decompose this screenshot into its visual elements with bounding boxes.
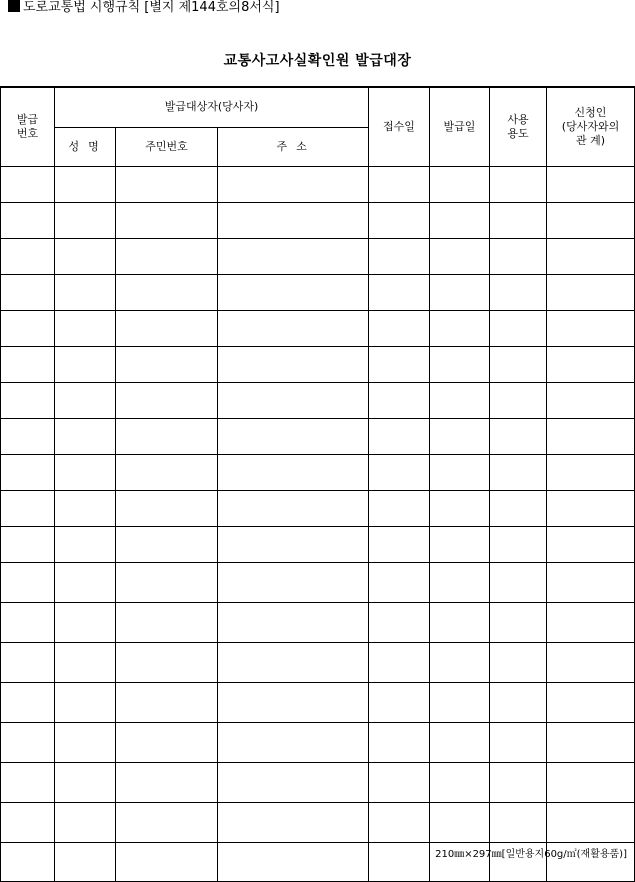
ledger-cell[interactable]	[547, 802, 635, 842]
ledger-cell[interactable]	[1, 346, 55, 382]
ledger-cell[interactable]	[369, 382, 430, 418]
ledger-cell[interactable]	[430, 454, 490, 490]
ledger-cell[interactable]	[55, 490, 116, 526]
document-title: 교통사고사실확인원 발급대장	[223, 53, 412, 69]
ledger-cell[interactable]	[116, 722, 218, 762]
ledger-cell[interactable]	[1, 602, 55, 642]
ledger-cell[interactable]	[547, 602, 635, 642]
ledger-cell[interactable]	[55, 310, 116, 346]
ledger-cell[interactable]	[1, 842, 55, 881]
ledger-body	[1, 166, 635, 881]
header-issue-number: 발급 번호	[1, 87, 55, 166]
ledger-cell[interactable]	[55, 722, 116, 762]
ledger-row	[1, 202, 635, 238]
ledger-cell[interactable]	[116, 346, 218, 382]
ledger-cell[interactable]	[1, 490, 55, 526]
ledger-cell[interactable]	[369, 642, 430, 682]
ledger-row	[1, 722, 635, 762]
ledger-cell[interactable]	[369, 346, 430, 382]
ledger-row	[1, 642, 635, 682]
ledger-cell[interactable]	[369, 526, 430, 562]
ledger-cell[interactable]	[490, 418, 547, 454]
form-reference	[8, 0, 280, 19]
ledger-cell[interactable]	[116, 382, 218, 418]
ledger-cell[interactable]	[369, 490, 430, 526]
ledger-cell[interactable]	[490, 602, 547, 642]
ledger-cell[interactable]	[218, 346, 369, 382]
header-applicant-relation: 신청인 (당사자와의 관 계)	[547, 87, 635, 166]
ledger-cell[interactable]	[218, 642, 369, 682]
ledger-cell[interactable]	[116, 802, 218, 842]
ledger-cell[interactable]	[1, 382, 55, 418]
ledger-cell[interactable]	[369, 802, 430, 842]
ledger-cell[interactable]	[547, 202, 635, 238]
ledger-cell[interactable]	[369, 682, 430, 722]
ledger-cell[interactable]	[218, 418, 369, 454]
ledger-cell[interactable]	[218, 382, 369, 418]
ledger-cell[interactable]	[369, 762, 430, 802]
ledger-cell[interactable]	[369, 602, 430, 642]
ledger-row	[1, 526, 635, 562]
ledger-cell[interactable]	[116, 562, 218, 602]
ledger-row	[1, 418, 635, 454]
ledger-cell[interactable]	[547, 562, 635, 602]
ledger-cell[interactable]	[218, 602, 369, 642]
ledger-cell[interactable]	[430, 802, 490, 842]
header-issued-date: 발급일	[430, 87, 490, 166]
ledger-cell[interactable]	[218, 562, 369, 602]
ledger-cell[interactable]	[55, 418, 116, 454]
ledger-cell[interactable]	[369, 562, 430, 602]
ledger-cell[interactable]	[1, 762, 55, 802]
ledger-row	[1, 238, 635, 274]
ledger-cell[interactable]	[1, 274, 55, 310]
ledger-cell[interactable]	[430, 642, 490, 682]
ledger-cell[interactable]	[547, 454, 635, 490]
ledger-cell[interactable]	[430, 602, 490, 642]
ledger-cell[interactable]	[55, 274, 116, 310]
ledger-cell[interactable]	[490, 562, 547, 602]
ledger-cell[interactable]	[430, 202, 490, 238]
ledger-cell[interactable]	[369, 722, 430, 762]
ledger-cell[interactable]	[490, 642, 547, 682]
ledger-cell[interactable]	[55, 346, 116, 382]
ledger-cell[interactable]	[116, 526, 218, 562]
ledger-cell[interactable]	[1, 310, 55, 346]
ledger-cell[interactable]	[218, 842, 369, 881]
ledger-cell[interactable]	[218, 526, 369, 562]
ledger-row	[1, 682, 635, 722]
ledger-cell[interactable]	[547, 310, 635, 346]
ledger-cell[interactable]	[55, 526, 116, 562]
header-name: 성 명	[55, 127, 116, 166]
ledger-cell[interactable]	[369, 202, 430, 238]
ledger-cell[interactable]	[116, 842, 218, 881]
ledger-cell[interactable]	[116, 418, 218, 454]
ledger-cell[interactable]	[430, 722, 490, 762]
ledger-cell[interactable]	[369, 274, 430, 310]
ledger-cell[interactable]	[218, 238, 369, 274]
ledger-cell[interactable]	[1, 642, 55, 682]
ledger-cell[interactable]	[369, 310, 430, 346]
ledger-cell[interactable]	[1, 454, 55, 490]
ledger-cell[interactable]	[116, 490, 218, 526]
paper-spec-footer: 210㎜×297㎜[일반용지60g/㎡(재활용품)]	[435, 849, 627, 860]
ledger-cell[interactable]	[490, 526, 547, 562]
ledger-cell[interactable]	[430, 238, 490, 274]
ledger-cell[interactable]	[547, 238, 635, 274]
ledger-cell[interactable]	[1, 526, 55, 562]
ledger-cell[interactable]	[55, 842, 116, 881]
ledger-cell[interactable]	[430, 274, 490, 310]
ledger-row	[1, 802, 635, 842]
ledger-cell[interactable]	[55, 454, 116, 490]
ledger-cell[interactable]	[490, 454, 547, 490]
ledger-cell[interactable]	[218, 274, 369, 310]
ledger-cell[interactable]	[1, 166, 55, 202]
ledger-cell[interactable]	[116, 602, 218, 642]
ledger-cell[interactable]	[547, 382, 635, 418]
ledger-cell[interactable]	[116, 454, 218, 490]
ledger-cell[interactable]	[430, 682, 490, 722]
ledger-cell[interactable]	[547, 722, 635, 762]
ledger-cell[interactable]	[55, 562, 116, 602]
ledger-cell[interactable]	[490, 166, 547, 202]
ledger-cell[interactable]	[430, 166, 490, 202]
ledger-cell[interactable]	[1, 562, 55, 602]
ledger-cell[interactable]	[1, 802, 55, 842]
form-reference-text: 도로교통법 시행규칙 [별지 제144호의8서식]	[23, 0, 280, 15]
ledger-cell[interactable]	[1, 682, 55, 722]
ledger-cell[interactable]	[116, 762, 218, 802]
header-resident-number: 주민번호	[116, 127, 218, 166]
ledger-cell[interactable]	[55, 602, 116, 642]
ledger-cell[interactable]	[218, 802, 369, 842]
ledger-cell[interactable]	[218, 762, 369, 802]
ledger-cell[interactable]	[547, 526, 635, 562]
ledger-cell[interactable]	[218, 166, 369, 202]
ledger-cell[interactable]	[55, 642, 116, 682]
ledger-cell[interactable]	[218, 722, 369, 762]
ledger-cell[interactable]	[116, 238, 218, 274]
ledger-cell[interactable]	[490, 346, 547, 382]
ledger-cell[interactable]	[1, 722, 55, 762]
ledger-cell[interactable]	[490, 202, 547, 238]
ledger-cell[interactable]	[1, 418, 55, 454]
square-bullet-icon	[8, 0, 20, 12]
issuance-ledger-table	[0, 86, 635, 882]
ledger-cell[interactable]	[547, 682, 635, 722]
ledger-cell[interactable]	[430, 526, 490, 562]
ledger-cell[interactable]	[547, 274, 635, 310]
ledger-row	[1, 274, 635, 310]
ledger-cell[interactable]	[1, 202, 55, 238]
ledger-cell[interactable]	[116, 310, 218, 346]
ledger-cell[interactable]	[369, 418, 430, 454]
ledger-row	[1, 562, 635, 602]
ledger-cell[interactable]	[490, 722, 547, 762]
ledger-cell[interactable]	[55, 682, 116, 722]
ledger-cell[interactable]	[218, 454, 369, 490]
ledger-cell[interactable]	[490, 274, 547, 310]
ledger-cell[interactable]	[55, 382, 116, 418]
header-recipient-group: 발급대상자(당사자)	[55, 87, 369, 127]
ledger-cell[interactable]	[116, 642, 218, 682]
ledger-cell[interactable]	[430, 762, 490, 802]
ledger-row	[1, 490, 635, 526]
ledger-row	[1, 454, 635, 490]
header-address: 주 소	[218, 127, 369, 166]
ledger-cell[interactable]	[116, 166, 218, 202]
ledger-cell[interactable]	[430, 382, 490, 418]
ledger-cell[interactable]	[547, 642, 635, 682]
ledger-cell[interactable]	[430, 562, 490, 602]
ledger-cell[interactable]	[369, 842, 430, 881]
ledger-cell[interactable]	[430, 346, 490, 382]
ledger-cell[interactable]	[490, 382, 547, 418]
ledger-cell[interactable]	[547, 762, 635, 802]
ledger-cell[interactable]	[490, 238, 547, 274]
ledger-cell[interactable]	[547, 418, 635, 454]
ledger-row	[1, 382, 635, 418]
ledger-cell[interactable]	[1, 238, 55, 274]
ledger-row	[1, 602, 635, 642]
ledger-cell[interactable]	[218, 490, 369, 526]
ledger-cell[interactable]	[490, 802, 547, 842]
ledger-cell[interactable]	[55, 802, 116, 842]
ledger-cell[interactable]	[55, 762, 116, 802]
header-purpose: 사용 용도	[490, 87, 547, 166]
ledger-cell[interactable]	[55, 202, 116, 238]
ledger-row	[1, 310, 635, 346]
ledger-cell[interactable]	[55, 166, 116, 202]
ledger-cell[interactable]	[218, 682, 369, 722]
ledger-cell[interactable]	[547, 490, 635, 526]
ledger-cell[interactable]	[116, 682, 218, 722]
ledger-cell[interactable]	[369, 454, 430, 490]
ledger-cell[interactable]	[430, 310, 490, 346]
ledger-cell[interactable]	[116, 274, 218, 310]
ledger-cell[interactable]	[490, 310, 547, 346]
ledger-cell[interactable]	[490, 682, 547, 722]
ledger-cell[interactable]	[547, 166, 635, 202]
ledger-cell[interactable]	[547, 346, 635, 382]
ledger-row	[1, 762, 635, 802]
ledger-cell[interactable]	[490, 490, 547, 526]
ledger-row	[1, 166, 635, 202]
ledger-cell[interactable]	[55, 238, 116, 274]
ledger-cell[interactable]	[369, 238, 430, 274]
ledger-row	[1, 346, 635, 382]
ledger-cell[interactable]	[430, 418, 490, 454]
ledger-cell[interactable]	[369, 166, 430, 202]
ledger-cell[interactable]	[116, 202, 218, 238]
ledger-cell[interactable]	[218, 310, 369, 346]
ledger-cell[interactable]	[218, 202, 369, 238]
header-received-date: 접수일	[369, 87, 430, 166]
ledger-cell[interactable]	[490, 762, 547, 802]
ledger-cell[interactable]	[430, 490, 490, 526]
